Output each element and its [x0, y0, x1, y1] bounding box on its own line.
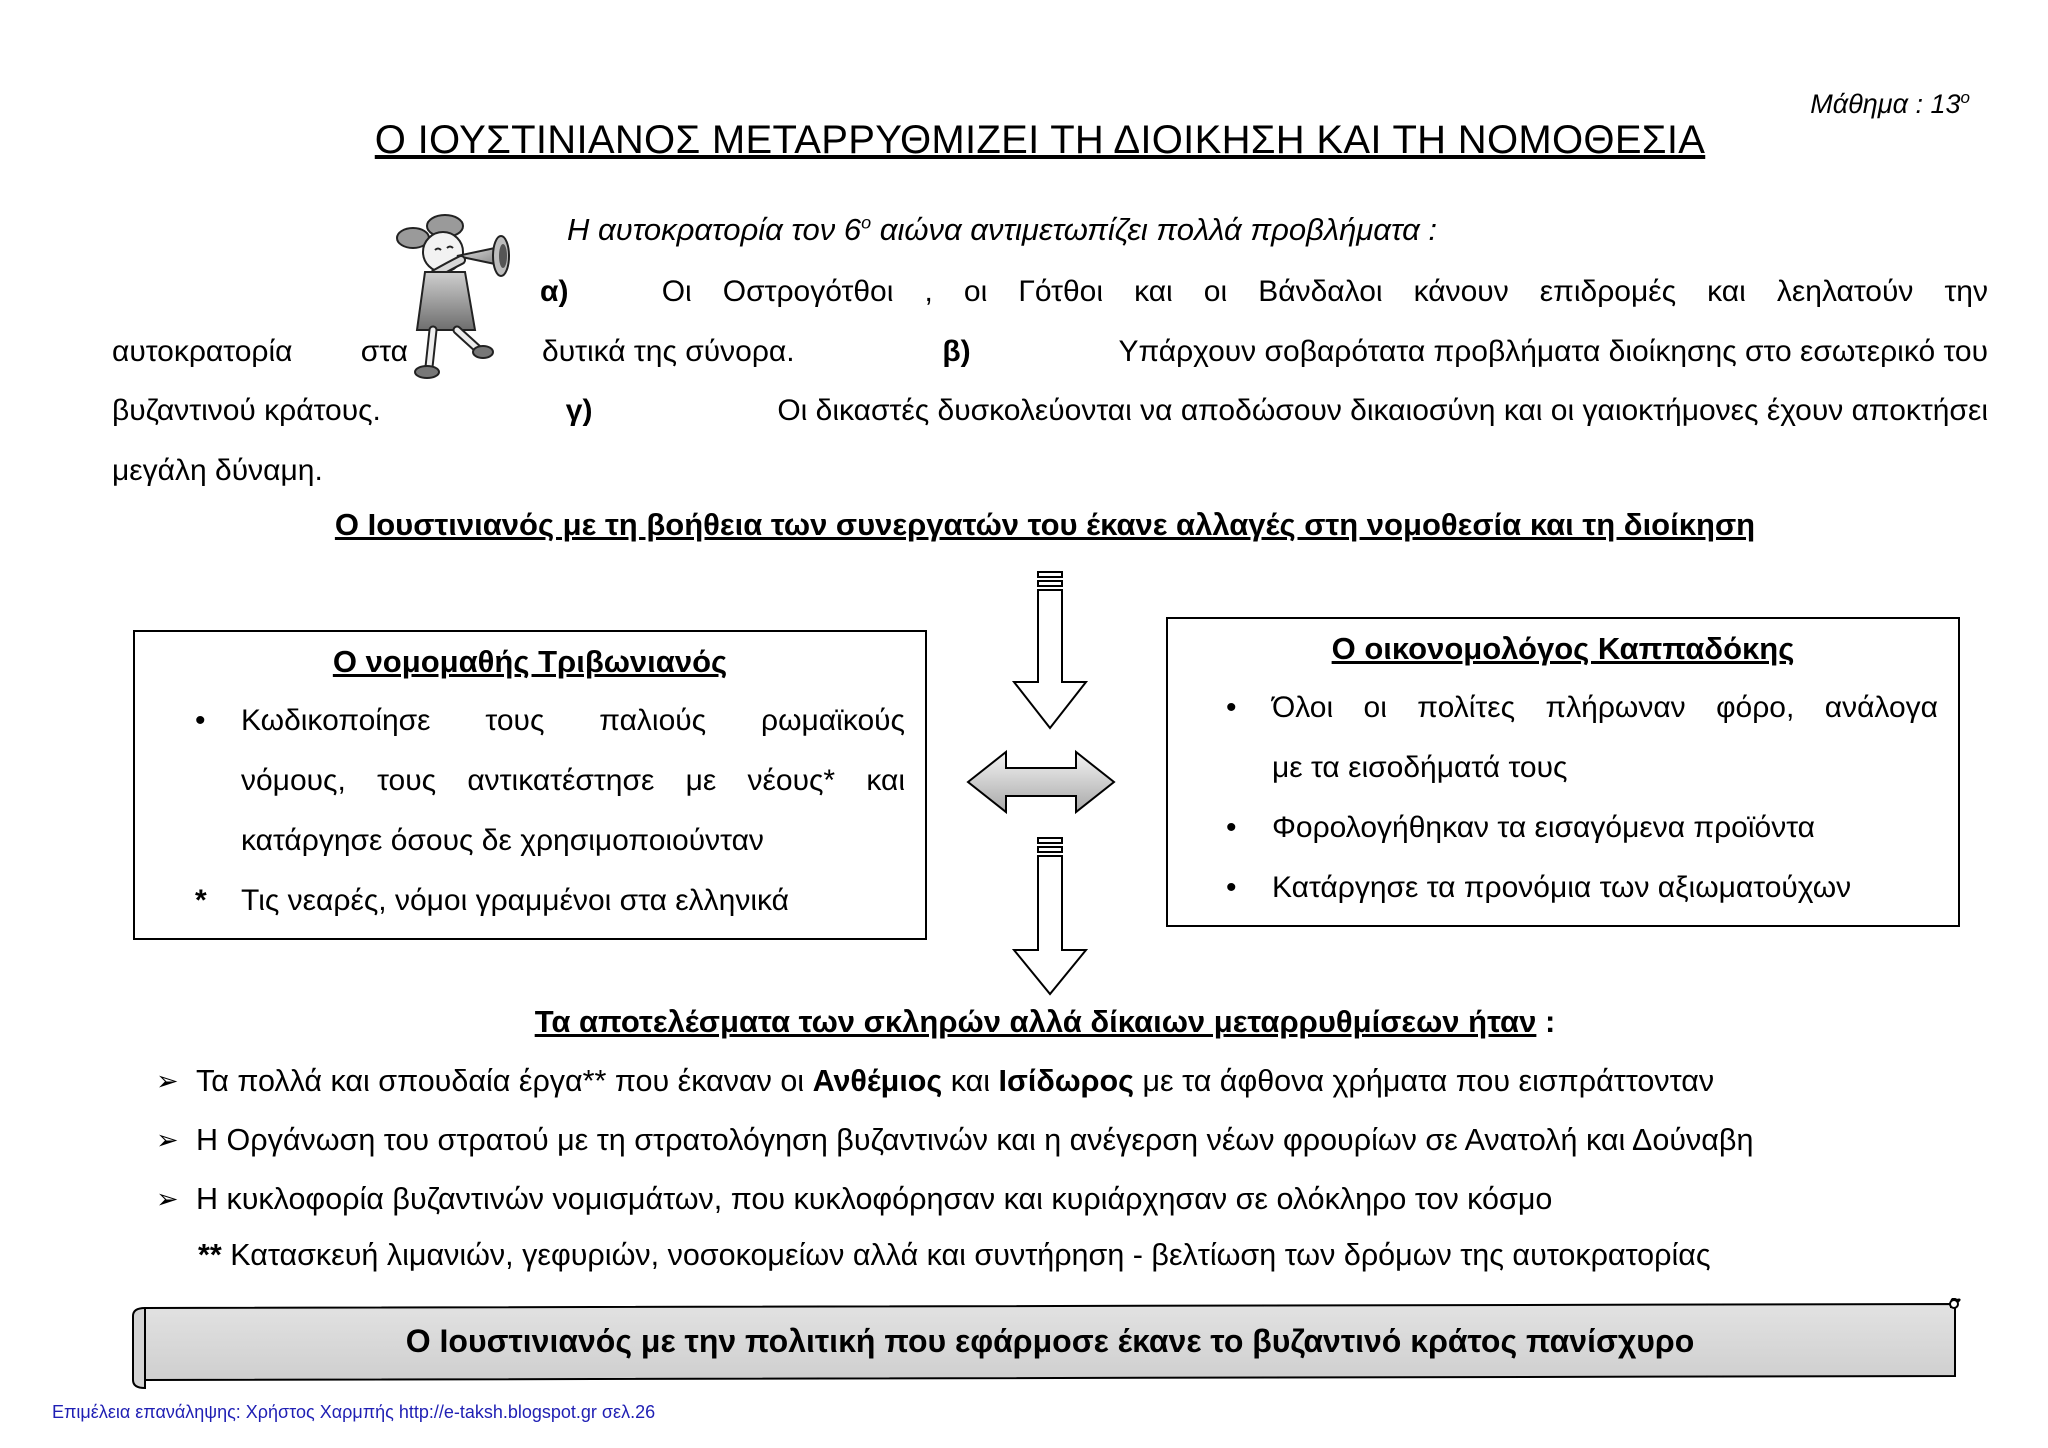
conclusion-banner-text: Ο Ιουστινιανός με την πολιτική που εφάρμοσε έκανε το βυζαντινό κράτος πανίσχυρο: [405, 1323, 1695, 1359]
arrow-bullet-icon: ➢: [156, 1125, 179, 1155]
double-arrow-icon: [968, 752, 1114, 812]
results-footnote: ** Κατασκευή λιμανιών, γεφυριών, νοσοκομείων αλλά και συντήρηση - βελτίωση των δρόμων της αυτοκρατορίας: [198, 1238, 1711, 1272]
tribonian-box-title: Ο νομομαθής Τριβωνιανός: [332, 644, 728, 679]
reforms-subtitle: Ο Ιουστινιανός με τη βοήθεια των συνεργατών του έκανε αλλαγές στη νομοθεσία και τη διοίκηση: [334, 507, 1756, 542]
tribonian-box: [133, 630, 927, 940]
intro-heading: Η αυτοκρατορία τον $6^o$ αιώνα αντιμετωπίζει πολλά προβλήματα :: [567, 212, 1438, 247]
lesson-number: Μάθημα : $13^o$: [1810, 88, 1970, 119]
cappadocian-item: Φορολογήθηκαν τα εισαγόμενα προϊόντα: [1272, 811, 1815, 844]
intro-line-3: βυζαντινού κράτους. γ) Οι δικαστές δυσκολεύονται να αποδώσουν δικαιοσύνη και οι γαιοκτήμονες έχουν αποκτήσει: [112, 394, 1988, 427]
intro-line-2-left: αυτοκρατορία στα: [112, 335, 408, 368]
arrows-diagram: [960, 570, 1160, 1000]
intro-line-2-right: δυτικά της σύνορα. β) Υπάρχουν σοβαρότατα προβλήματα διοίκησης στο εσωτερικό του: [542, 335, 1988, 368]
down-arrow-icon: [1014, 572, 1086, 728]
tribonian-footnote: Τις νεαρές, νόμοι γραμμένοι στα ελληνικά: [241, 884, 789, 917]
cappadocian-item-line: με τα εισοδήματά τους: [1272, 751, 1568, 784]
bullet: •: [1226, 691, 1237, 724]
down-arrow-icon: [1014, 838, 1086, 994]
footnote-marker: *: [195, 884, 207, 917]
bullet: •: [195, 704, 206, 737]
tribonian-item-line: νόμους, τους αντικατέστησε με νέους* και: [241, 764, 905, 797]
bullet: •: [1226, 871, 1237, 904]
tribonian-item-line: κατάργησε όσους δε χρησιμοποιούνταν: [241, 824, 764, 857]
bullet: •: [1226, 811, 1237, 844]
arrow-bullet-icon: ➢: [156, 1184, 179, 1214]
arrow-bullet-icon: ➢: [156, 1066, 179, 1096]
cappadocian-item: Κατάργησε τα προνόμια των αξιωματούχων: [1272, 871, 1852, 904]
results-heading: Τα αποτελέσματα των σκληρών αλλά δίκαιων μεταρρυθμίσεων ήταν :: [534, 1004, 1556, 1039]
page-title: Ο ΙΟΥΣΤΙΝΙΑΝΟΣ ΜΕΤΑΡΡΥΘΜΙΖΕΙ ΤΗ ΔΙΟΙΚΗΣΗ ΚΑΙ ΤΗ ΝΟΜΟΘΕΣΙΑ: [374, 118, 1706, 162]
intro-line-a: α) Οι Οστρογότθοι , οι Γότθοι και οι Βάνδαλοι κάνουν επιδρομές και λεηλατούν την: [540, 275, 1988, 308]
cappadocian-box: [1166, 617, 1960, 927]
cappadocian-item-line: Όλοι οι πολίτες πλήρωναν φόρο, ανάλογα: [1272, 691, 1938, 724]
cappadocian-box-title: Ο οικονομολόγος Καππαδόκης: [1331, 631, 1795, 666]
result-item: Η κυκλοφορία βυζαντινών νομισμάτων, που κυκλοφόρησαν και κυριάρχησαν σε ολόκληρο τον κόσμο: [196, 1182, 1553, 1216]
footer-credit: Επιμέλεια επανάληψης: Χρήστος Χαρμπής http://e-taksh.blogspot.gr σελ.26: [52, 1402, 656, 1422]
result-item: Η Οργάνωση του στρατού με τη στρατολόγηση βυζαντινών και η ανέγερση νέων φρουρίων σε Ανατολή και Δούναβη: [196, 1123, 1754, 1157]
intro-line-4: μεγάλη δύναμη.: [112, 454, 323, 487]
result-item: Τα πολλά και σπουδαία έργα** που έκαναν οι Ανθέμιος και Ισίδωρος με τα άφθονα χρήματα που εισπράττονταν: [196, 1064, 1715, 1098]
trumpeter-girl-illustration: [395, 212, 545, 387]
tribonian-item-line: Κωδικοποίησε τους παλιούς ρωμαϊκούς: [241, 704, 905, 737]
